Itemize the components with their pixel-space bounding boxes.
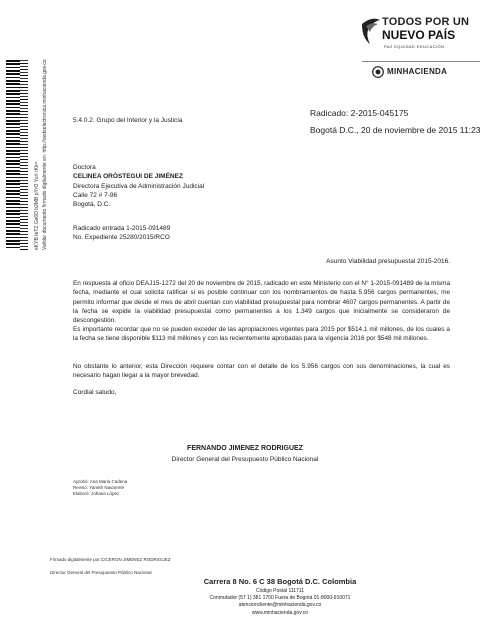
reference-expediente: No. Expediente 25280/2015/RCO [73, 234, 170, 242]
footer-address: Carrera 8 No. 6 C 38 Bogotá D.C. Colombia [203, 577, 357, 586]
date-line: Bogotá D.C., 20 de noviembre de 2015 11:23 [310, 125, 481, 135]
side-validation-text: Validar documento firmado digitalmente en: http://sedeelectronica.minhacienda.gov.co [42, 59, 48, 250]
recipient-name: CELINEA ORÓSTEGUI DE JIMÉNEZ [73, 173, 183, 181]
approvals-block [73, 479, 127, 497]
recipient-position: Directora Ejecutiva de Administración Judicial [73, 182, 205, 190]
ministry-logo [372, 65, 472, 79]
footer-website[interactable]: www.minhacienda.gov.co [251, 610, 309, 616]
office-code: 5.4.0.2. Grupo del Interior y la Justicia [73, 117, 183, 124]
body-paragraph-2: Es importante recordar que no se pueden exceder de las apropiaciones vigentes para 2015 por $514,1 mil millones, de los cuales a la fecha se tiene disponible $113 mil millones y con las recientemente aprobadas para la vigencia 2016 por $548 mil millones. [73, 326, 450, 343]
recipient-block [73, 163, 204, 209]
approval-approved: Aprobó: Ana Maria Cadena [73, 479, 128, 484]
footer-phone: Conmutador (57 1) 381 1700 Fuera de Bogotá 01-8000-910071 [209, 595, 351, 601]
logo-line2: NUEVO PAÍS [382, 28, 456, 42]
digital-signature-title: Director General del Presupuesto Público Nacional [50, 570, 152, 575]
ministry-seal-icon [372, 66, 384, 78]
logo-divider [362, 61, 480, 62]
reference-radicado: Radicado entrada 1-2015-091489 [73, 225, 171, 232]
signature-name: FERNANDO JIMENEZ RODRIGUEZ [187, 445, 303, 452]
recipient-salutation: Doctora [73, 164, 96, 171]
logo-tagline: PAZ EQUIDAD EDUCACIÓN [384, 44, 445, 49]
side-code-text: eKYB teTZ Gs6O b2MB pYrO YurI rKk= [34, 161, 40, 250]
digital-signature-line: Firmado digitalmente por:CICERON JIMENEZ RODRIGUEZ [50, 557, 171, 562]
recipient-address: Calle 72 # 7-96 [73, 191, 118, 199]
body-paragraph-1: En respuesta al oficio DEAJ15-1272 del 20 de noviembre de 2015, radicado en este Ministerio con el N° 1-2015-091489 de la misma fecha, mediante el cual solicita ratificar si es posible continuar con los nombramientos de hasta 5.956 cargos permanentes, me permito informar que desde el mes de abril cuentan con viabilidad presupuestal para nombrar 4607 cargos permanentes. A partir de la fecha se expide la viabilidad presupuestal como permanentes a los 1.349 cargos que inicialmente se consideraron de descongestión. [73, 280, 450, 325]
closing: Cordial saludo, [73, 389, 117, 396]
recipient-city: Bogotá, D.C. [73, 201, 111, 209]
approval-reviewed: Revisó: Yaneth Navarrete [73, 485, 125, 490]
barcode-strip [6, 60, 20, 250]
subject-line: Asunto Viabilidad presupuestal 2015-2016. [326, 258, 450, 265]
body-paragraph-3: No obstante lo anterior, esta Dirección requiere contar con el detalle de los 5.956 cargos con sus denominaciones, la cual es necesario hagan llegar a la mayor brevedad. [73, 363, 450, 380]
gov-logo [360, 14, 478, 58]
barcode-strip-secondary [20, 60, 28, 250]
approval-prepared: Elaboró: Johana López [73, 491, 120, 496]
reference-block [73, 224, 170, 243]
flag-swoosh-icon [360, 16, 382, 46]
ministry-name: MINHACIENDA [387, 67, 448, 76]
radicado-number: Radicado: 2-2015-045175 [310, 108, 409, 118]
logo-line1: TODOS POR UN [382, 16, 470, 28]
footer-postal: Código Postal 111711 [255, 588, 305, 594]
footer-email[interactable]: atencioncliente@minhacienda.gov.co [238, 602, 322, 608]
signature-title: Director General del Presupuesto Público Nacional [171, 456, 319, 463]
